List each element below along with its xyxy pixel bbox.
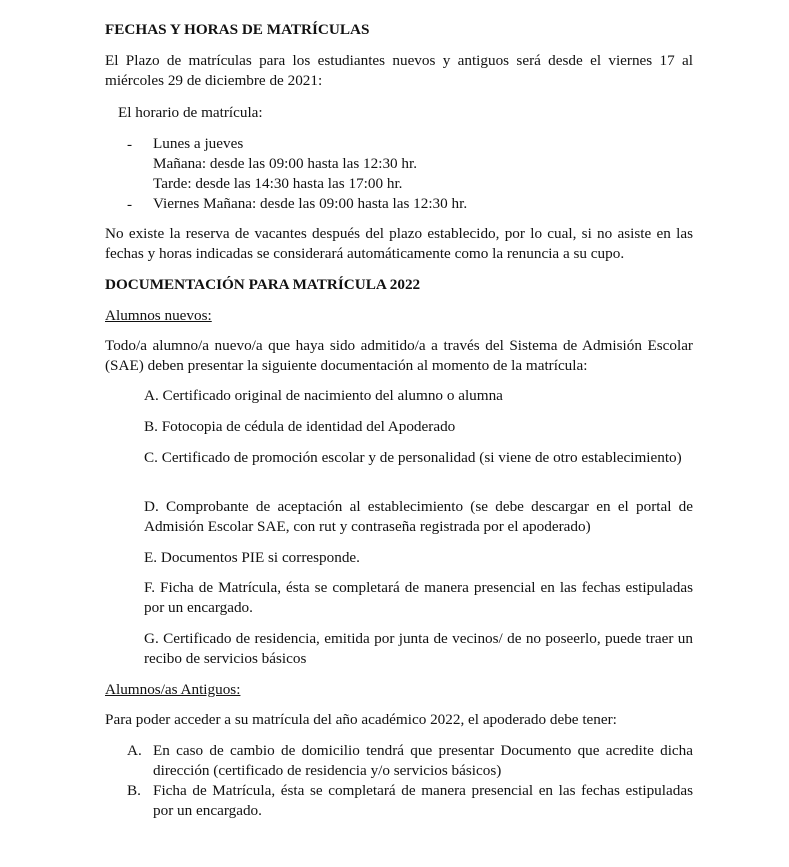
- returning-item: Ficha de Matrícula, ésta se completará de manera presencial en las fechas estipuladas por un encargado.: [153, 782, 693, 819]
- schedule-afternoon: Tarde: desde las 14:30 hasta las 17:00 hr.: [153, 175, 403, 192]
- no-reservation-notice: No existe la reserva de vacantes después del plazo establecido, por lo cual, si no asiste en las fechas y horas indicadas se considerará automáticamente como la renuncia a su cupo.: [105, 225, 693, 262]
- section-heading-documentation: DOCUMENTACIÓN PARA MATRÍCULA 2022: [105, 276, 421, 293]
- bullet-dash: -: [127, 136, 133, 153]
- section-heading-dates: FECHAS Y HORAS DE MATRÍCULAS: [105, 21, 370, 38]
- returning-students-label: Alumnos/as Antiguos:: [105, 681, 241, 698]
- schedule-morning: Mañana: desde las 09:00 hasta las 12:30 hr.: [153, 155, 418, 172]
- list-marker: B.: [127, 782, 141, 799]
- enrollment-period-paragraph: El Plazo de matrículas para los estudiantes nuevos y antiguos será desde el viernes 17 al miércoles 29 de diciembre de 2021:: [105, 52, 693, 89]
- list-marker: A.: [127, 742, 142, 759]
- bullet-dash: -: [127, 196, 133, 213]
- new-students-label: Alumnos nuevos:: [105, 307, 212, 324]
- document-item: D. Comprobante de aceptación al establecimiento (se debe descargar en el portal de Admisión Escolar SAE, con rut y contraseña registrada por el apoderado): [144, 498, 693, 535]
- document-item: G. Certificado de residencia, emitida por junta de vecinos/ de no poseerlo, puede traer un recibo de servicios básicos: [144, 630, 693, 667]
- document-item: B. Fotocopia de cédula de identidad del Apoderado: [144, 418, 456, 435]
- document-item: E. Documentos PIE si corresponde.: [144, 549, 360, 566]
- document-item: F. Ficha de Matrícula, ésta se completará de manera presencial en las fechas estipuladas por un encargado.: [144, 579, 693, 616]
- schedule-friday: Viernes Mañana: desde las 09:00 hasta las 12:30 hr.: [153, 195, 468, 212]
- returning-item: En caso de cambio de domicilio tendrá que presentar Documento que acredite dicha dirección (certificado de residencia y/o servicios básicos): [153, 742, 693, 779]
- document-item: C. Certificado de promoción escolar y de personalidad (si viene de otro establecimiento): [144, 449, 682, 466]
- new-students-intro: Todo/a alumno/a nuevo/a que haya sido admitido/a a través del Sistema de Admisión Escolar (SAE) deben presentar la siguiente documentación al momento de la matrícula:: [105, 337, 693, 374]
- schedule-label: El horario de matrícula:: [118, 104, 263, 121]
- document-item: A. Certificado original de nacimiento del alumno o alumna: [144, 387, 503, 404]
- schedule-weekdays: Lunes a jueves: [153, 135, 244, 152]
- returning-students-intro: Para poder acceder a su matrícula del año académico 2022, el apoderado debe tener:: [105, 711, 617, 728]
